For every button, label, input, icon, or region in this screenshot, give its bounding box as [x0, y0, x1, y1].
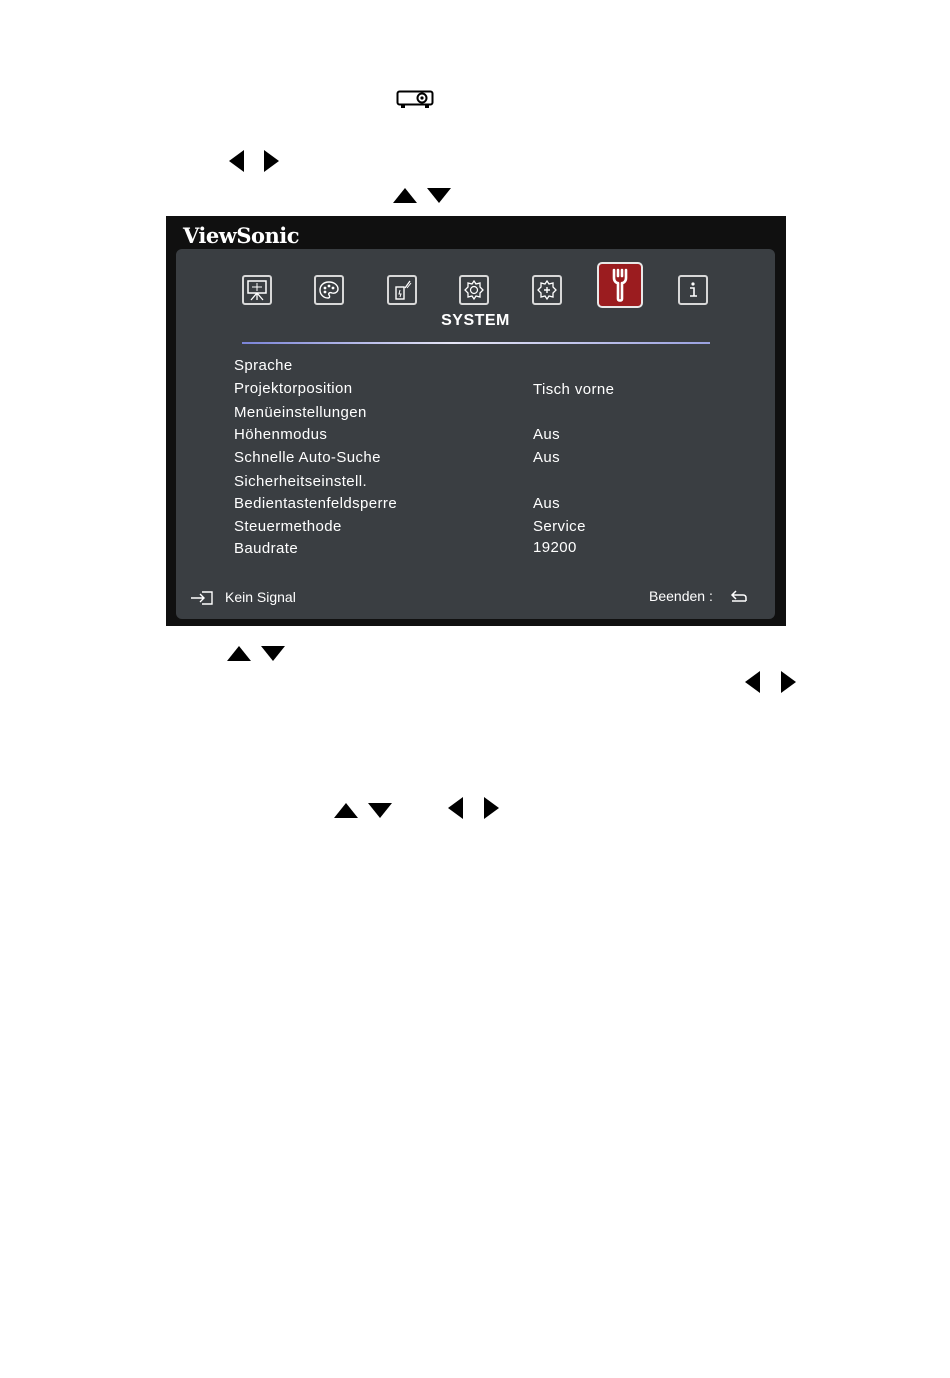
down-arrow-icon [427, 188, 451, 203]
menu-item-security-settings[interactable]: Sicherheitseinstell. [234, 473, 368, 490]
menu-value-baud-rate[interactable]: 19200 [533, 539, 577, 556]
up-arrow-icon [393, 188, 417, 203]
menu-value-projector-position[interactable]: Tisch vorne [533, 381, 615, 398]
menu-panel [176, 249, 775, 619]
exit-label: Beenden : [649, 588, 713, 604]
left-arrow-icon [745, 671, 760, 693]
advanced-settings-icon [536, 279, 558, 301]
source-status-label: Kein Signal [225, 589, 296, 605]
exit-hint [649, 588, 713, 604]
tab-information[interactable] [678, 275, 708, 305]
up-arrow-icon [334, 803, 358, 818]
menu-item-quick-auto-search[interactable]: Schnelle Auto-Suche [234, 449, 381, 466]
up-arrow-icon [227, 646, 251, 661]
picture-icon [318, 279, 340, 301]
menu-value-panel-key-lock[interactable]: Aus [533, 495, 561, 512]
tab-system[interactable] [597, 262, 643, 308]
brand-logo: ViewSonic [183, 223, 300, 248]
input-source-icon [190, 590, 216, 606]
tab-basic-settings[interactable] [459, 275, 489, 305]
info-icon [682, 279, 704, 301]
display-icon [246, 279, 268, 301]
basic-settings-icon [463, 279, 485, 301]
down-arrow-icon [368, 803, 392, 818]
power-icon [391, 279, 413, 301]
right-arrow-icon [484, 797, 499, 819]
return-icon [729, 588, 749, 604]
menu-value-control-method[interactable]: Service [533, 518, 586, 535]
tab-picture[interactable] [314, 275, 344, 305]
section-title: SYSTEM [441, 312, 510, 329]
menu-item-baud-rate[interactable]: Baudrate [234, 540, 299, 557]
down-arrow-icon [261, 646, 285, 661]
menu-item-high-altitude-mode[interactable]: Höhenmodus [234, 426, 328, 443]
title-divider [242, 342, 710, 344]
menu-item-language[interactable]: Sprache [234, 357, 293, 374]
left-arrow-icon [229, 150, 244, 172]
projector-icon [396, 89, 436, 114]
menu-item-control-method[interactable]: Steuermethode [234, 518, 342, 535]
tab-power[interactable] [387, 275, 417, 305]
menu-item-panel-key-lock[interactable]: Bedientastenfeldsperre [234, 495, 398, 512]
wrench-icon [601, 266, 639, 304]
menu-item-projector-position[interactable]: Projektorposition [234, 380, 353, 397]
tab-advanced-settings[interactable] [532, 275, 562, 305]
left-arrow-icon [448, 797, 463, 819]
right-arrow-icon [264, 150, 279, 172]
menu-item-menu-settings[interactable]: Menüeinstellungen [234, 404, 367, 421]
right-arrow-icon [781, 671, 796, 693]
menu-value-high-altitude-mode[interactable]: Aus [533, 426, 561, 443]
tab-display[interactable] [242, 275, 272, 305]
menu-value-quick-auto-search[interactable]: Aus [533, 449, 561, 466]
osd-menu [166, 216, 786, 626]
